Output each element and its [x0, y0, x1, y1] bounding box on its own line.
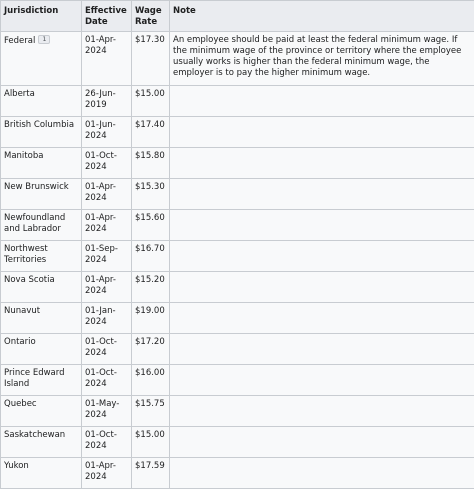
table-row [1, 117, 474, 148]
jurisdiction-cell: Manitoba [1, 148, 82, 179]
note-cell [170, 86, 474, 117]
note-cell [170, 396, 474, 427]
table-row [1, 179, 474, 210]
wage-rate-cell: $17.30 [132, 32, 170, 86]
effective-date-cell: 01-Oct-2024 [82, 334, 132, 365]
header-jurisdiction[interactable]: Jurisdiction [1, 1, 82, 32]
note-cell [170, 458, 474, 489]
wage-rate-cell: $17.20 [132, 334, 170, 365]
table-row [1, 86, 474, 117]
wage-rate-cell: $15.00 [132, 86, 170, 117]
effective-date-cell: 01-Jan-2024 [82, 303, 132, 334]
table-row [1, 241, 474, 272]
header-row [1, 1, 474, 32]
jurisdiction-cell: Nova Scotia [1, 272, 82, 303]
jurisdiction-cell: New Brunswick [1, 179, 82, 210]
jurisdiction-cell: Yukon [1, 458, 82, 489]
wage-rate-cell: $15.20 [132, 272, 170, 303]
header-note[interactable]: Note [170, 1, 474, 32]
table-row [1, 365, 474, 396]
note-cell: An employee should be paid at least the federal minimum wage. If the minimum wage of the province or territory where the employee usually works is higher than the federal minimum wage, the employer is to pay the higher minimum wage. [170, 32, 474, 86]
effective-date-cell: 01-Apr-2024 [82, 272, 132, 303]
effective-date-cell: 01-Apr-2024 [82, 458, 132, 489]
effective-date-cell: 01-Oct-2024 [82, 365, 132, 396]
jurisdiction-cell: Ontario [1, 334, 82, 365]
jurisdiction-cell: British Columbia [1, 117, 82, 148]
jurisdiction-cell [1, 32, 82, 86]
jurisdiction-cell: Prince Edward Island [1, 365, 82, 396]
table-row [1, 32, 474, 86]
jurisdiction-cell: Quebec [1, 396, 82, 427]
note-cell [170, 365, 474, 396]
note-cell [170, 241, 474, 272]
note-cell [170, 210, 474, 241]
wage-rate-cell: $15.30 [132, 179, 170, 210]
effective-date-cell: 01-Oct-2024 [82, 148, 132, 179]
table-row [1, 458, 474, 489]
jurisdiction-cell: Newfoundland and Labrador [1, 210, 82, 241]
jurisdiction-cell: Nunavut [1, 303, 82, 334]
jurisdiction-cell: Saskatchewan [1, 427, 82, 458]
table-body [1, 32, 474, 489]
wage-rate-cell: $15.80 [132, 148, 170, 179]
wage-rate-cell: $17.40 [132, 117, 170, 148]
effective-date-cell: 01-Sep-2024 [82, 241, 132, 272]
wage-rate-cell: $17.59 [132, 458, 170, 489]
effective-date-cell: 01-Apr-2024 [82, 32, 132, 86]
effective-date-cell: 01-Jun-2024 [82, 117, 132, 148]
jurisdiction-name: Federal [4, 36, 35, 46]
footnote-ref-badge[interactable]: 1 [38, 35, 50, 44]
effective-date-cell: 01-Apr-2024 [82, 210, 132, 241]
table-row [1, 334, 474, 365]
table-header [1, 1, 474, 32]
note-cell [170, 117, 474, 148]
header-effective-date[interactable]: Effective Date [82, 1, 132, 32]
table-row [1, 427, 474, 458]
effective-date-cell: 26-Jun-2019 [82, 86, 132, 117]
table-row [1, 396, 474, 427]
wage-rate-cell: $16.00 [132, 365, 170, 396]
table-row [1, 303, 474, 334]
wage-rate-cell: $15.00 [132, 427, 170, 458]
wage-rate-cell: $15.60 [132, 210, 170, 241]
table-row [1, 272, 474, 303]
effective-date-cell: 01-May-2024 [82, 396, 132, 427]
note-cell [170, 179, 474, 210]
note-cell [170, 148, 474, 179]
wage-rate-cell: $15.75 [132, 396, 170, 427]
effective-date-cell: 01-Oct-2024 [82, 427, 132, 458]
jurisdiction-cell: Alberta [1, 86, 82, 117]
wage-rate-cell: $19.00 [132, 303, 170, 334]
note-cell [170, 334, 474, 365]
jurisdiction-cell: Northwest Territories [1, 241, 82, 272]
wage-rate-cell: $16.70 [132, 241, 170, 272]
header-wage-rate[interactable]: Wage Rate [132, 1, 170, 32]
effective-date-cell: 01-Apr-2024 [82, 179, 132, 210]
table-row [1, 210, 474, 241]
table-row [1, 148, 474, 179]
note-cell [170, 303, 474, 334]
note-cell [170, 427, 474, 458]
note-cell [170, 272, 474, 303]
